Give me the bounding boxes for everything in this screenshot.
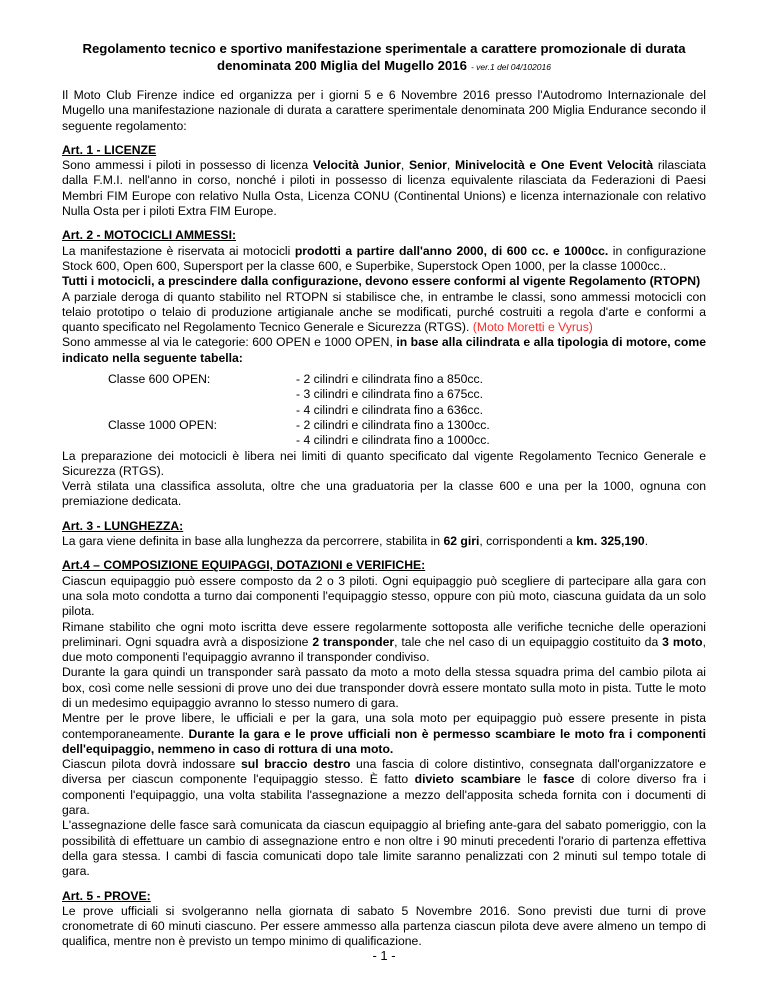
class-row: - 3 cilindri e cilindrata fino a 675cc. — [296, 387, 483, 402]
art2-paragraph-3: A parziale deroga di quanto stabilito nel RTOPN si stabilisce che, in entrambe le classi, sono ammessi motocicli con telaio prototipo o telaio di produzione artigianale anche se modificati, purché costruiti a regola d'arte e conformi a quanto specificato nel Regolamento Tecnico Generale e Sicurezza (RTGS). (Moto Moretti e Vyrus) — [62, 289, 706, 335]
class-row: - 4 cilindri e cilindrata fino a 636cc. — [296, 402, 483, 417]
class-table — [62, 372, 706, 448]
art4-paragraph-5: Ciascun pilota dovrà indossare sul braccio destro una fascia di colore distintivo, consegnata dall'organizzatore e diversa per ciascun componente l'equipaggio stesso. È fatto divieto scambiare le fasce di colore diverso fra i componenti l'equipaggio, una volta stabilita l'assegnazione a mezzo dell'apposita scheda fornita con i documenti di gara. — [62, 757, 706, 818]
document-title — [60, 40, 708, 76]
art4-heading: Art.4 – COMPOSIZIONE EQUIPAGGI, DOTAZIONI e VERIFICHE: — [62, 558, 426, 573]
art2-paragraph-4: Sono ammesse al via le categorie: 600 OPEN e 1000 OPEN, in base alla cilindrata e alla tipologia di motore, come indicato nella seguente tabella: — [62, 335, 706, 365]
art3-heading: Art. 3 - LUNGHEZZA: — [62, 518, 184, 533]
art2-heading: Art. 2 - MOTOCICLI AMMESSI: — [62, 228, 237, 243]
art4-paragraph-6: L'assegnazione delle fasce sarà comunicata da ciascun equipaggio al briefing ante-gara del sabato pomeriggio, con la possibilità di effettuare un cambio di assegnazione entro e non oltre i 90 minuti precedenti l'orario di partenza effettiva della gara stessa. I cambi di fascia comunicati dopo tale limite saranno penalizzati con 2 minuti sul tempo totale di gara. — [62, 818, 706, 879]
title-line-2 — [60, 57, 708, 76]
art4-paragraph-4: Mentre per le prove libere, le ufficiali e per la gara, una sola moto per equipaggio può essere presente in pista contemporaneamente. Durante la gara e le prove ufficiali non è permesso scambiare le moto fra i componenti dell'equipaggio, nemmeno in caso di rottura di una moto. — [62, 711, 706, 756]
art5-heading: Art. 5 - PROVE: — [62, 888, 151, 903]
art2-paragraph-6: Verrà stilata una classifica assoluta, oltre che una graduatoria per la classe 600 e una per la 1000, ognuna con premiazione dedicata. — [62, 479, 706, 509]
art2-paragraph-1: La manifestazione è riservata ai motocicli prodotti a partire dall'anno 2000, di 600 cc. e 1000cc. in configurazione Stock 600, Open 600, Supersport per la classe 600, e Superbike, Superstock Open 1000, per la classe 1000cc.. — [62, 243, 707, 273]
art1-heading: Art. 1 - LICENZE — [62, 142, 157, 157]
page-number: - 1 - — [372, 948, 396, 963]
art4-paragraph-3: Durante la gara quindi un transponder sarà passato da moto a moto della stessa squadra prima del cambio pilota ai box, così come nelle sessioni di prove uno dei due transponder dovrà essere montato sulla moto in pista. Tutte le moto di un medesimo equipaggio avranno lo stesso numero di gara. — [62, 665, 706, 710]
intro-paragraph: Il Moto Club Firenze indice ed organizza per i giorni 5 e 6 Novembre 2016 presso l'Autodromo Internazionale del Mugello una manifestazione nazionale di durata a carattere sperimentale denominata 200 Miglia Endurance secondo il seguente regolamento: — [62, 88, 706, 133]
art1-paragraph: Sono ammessi i piloti in possesso di licenza Velocità Junior, Senior, Minivelocità e One Event Velocità rilasciata dalla F.M.I. nell'anno in corso, nonché i piloti in possesso di licenza equivalente rilasciata da Federazioni di Paesi Membri FIM Europe con relativo Nulla Osta, Licenza CONU (Continental Unions) e licenza internazionale con relativo Nulla Osta per i piloti Extra FIM Europe. — [62, 158, 706, 219]
red-note: (Moto Moretti e Vyrus) — [472, 320, 593, 335]
art5-paragraph: Le prove ufficiali si svolgeranno nella giornata di sabato 5 Novembre 2016. Sono previsti due turni di prove cronometrate di 60 minuti ciascuno. Per essere ammesso alla partenza ciascun pilota deve avere almeno un tempo di qualifica, mentre non è previsto un tempo minimo di qualificazione. — [62, 903, 706, 949]
class-row: Classe 1000 OPEN: - 2 cilindri e cilindrata fino a 1300cc. — [108, 417, 490, 432]
title-line-1: Regolamento tecnico e sportivo manifestazione sperimentale a carattere promozionale di durata — [82, 41, 686, 56]
art4-paragraph-1: Ciascun equipaggio può essere composto da 2 o 3 piloti. Ogni equipaggio può scegliere di partecipare alla gara con una sola moto condotta a turno dai componenti l'equipaggio stesso, oppure con più moto, ciascuna guidata da un solo pilota. — [62, 573, 706, 619]
art4-paragraph-2: Rimane stabilito che ogni moto iscritta deve essere regolarmente sottoposta alle verifiche tecniche delle operazioni preliminari. Ogni squadra avrà a disposizione 2 transponder, tale che nel caso di un equipaggio costituito da 3 moto, due moto componenti l'equipaggio avranno il transponder condiviso. — [62, 619, 706, 665]
class-row: Classe 600 OPEN: - 2 cilindri e cilindrata fino a 850cc. — [108, 372, 483, 387]
version-note: - ver.1 del 04/102016 — [470, 62, 551, 72]
title-text: denominata 200 Miglia del Mugello 2016 — [217, 58, 467, 73]
art3-paragraph: La gara viene definita in base alla lunghezza da percorrere, stabilita in 62 giri, corrispondenti a km. 325,190. — [62, 534, 649, 549]
art2-paragraph-2: Tutti i motocicli, a prescindere dalla configurazione, devono essere conformi al vigente Regolamento (RTOPN) — [62, 274, 701, 289]
document-body — [62, 88, 706, 950]
class-row: - 4 cilindri e cilindrata fino a 1000cc. — [296, 433, 490, 448]
art2-paragraph-5: La preparazione dei motocicli è libera nei limiti di quanto specificato dal vigente Regolamento Tecnico Generale e Sicurezza (RTGS). — [62, 448, 706, 478]
